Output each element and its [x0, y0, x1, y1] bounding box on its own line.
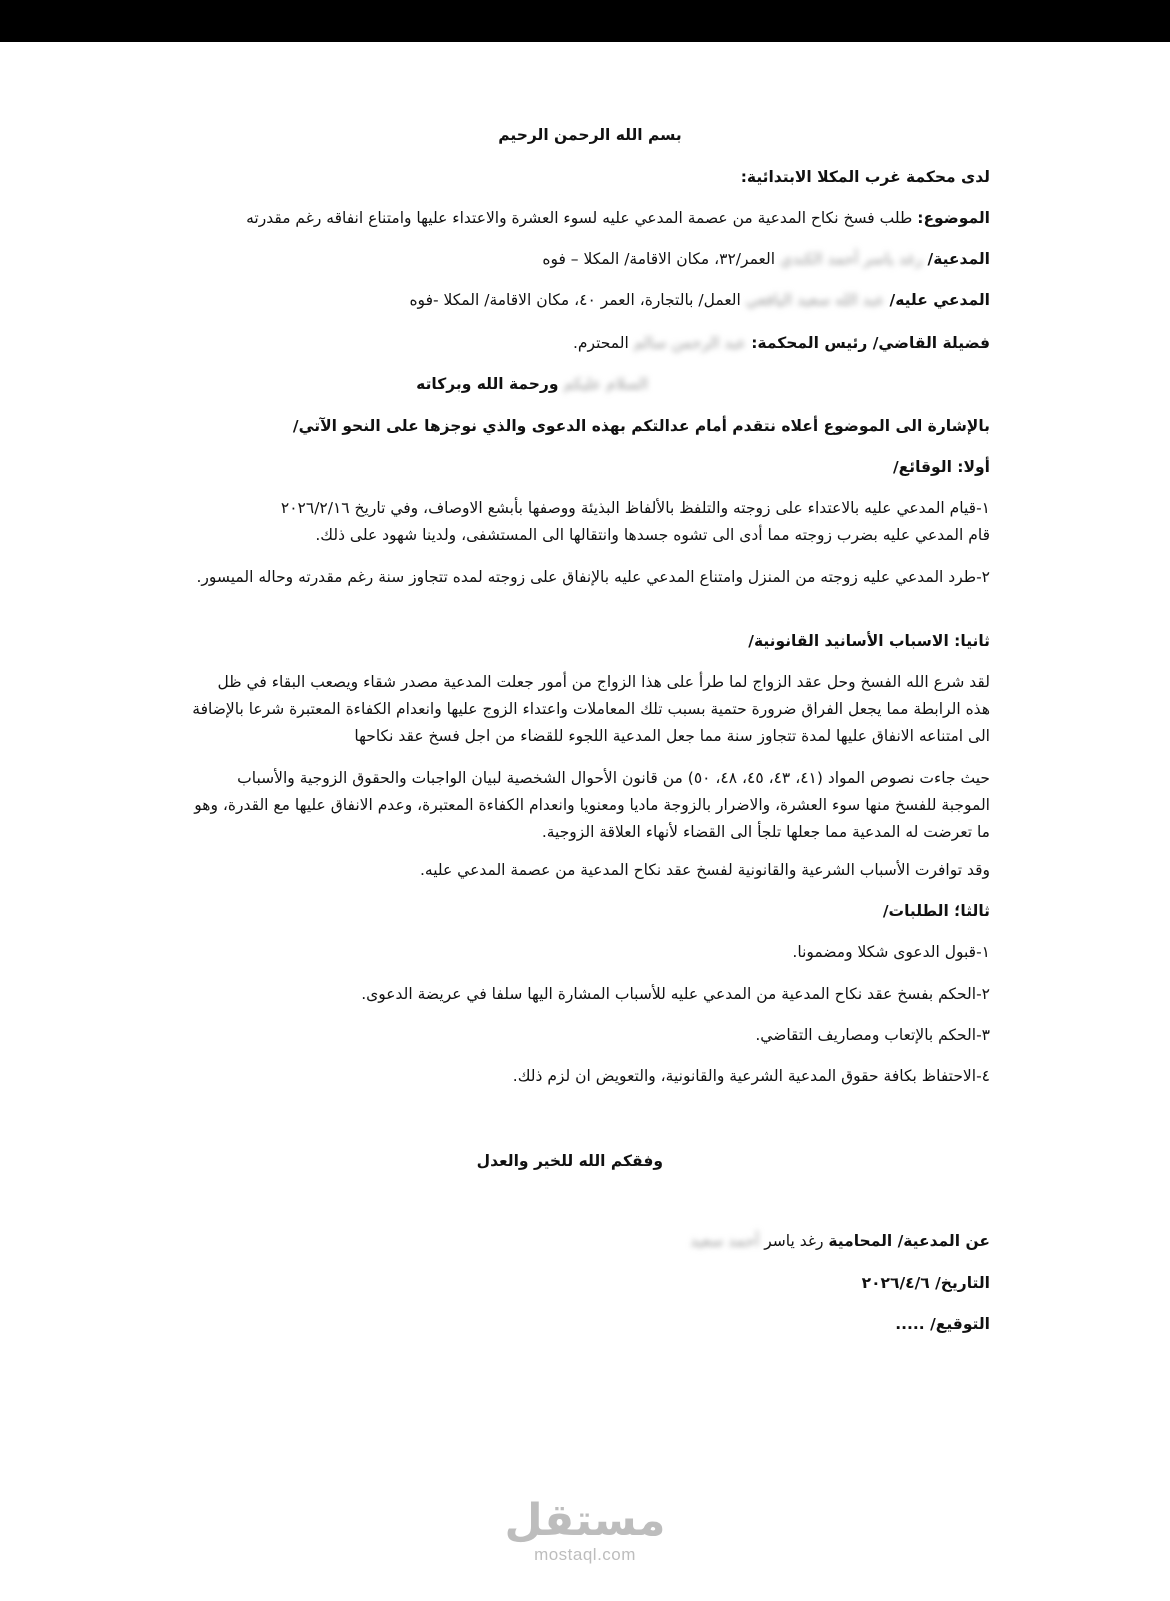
- plaintiff-details: العمر/٣٢، مكان الاقامة/ المكلا – فوه: [542, 250, 776, 268]
- greeting-line: [416, 371, 648, 397]
- legal-document: [190, 0, 990, 1601]
- legal-paragraph-3: وقد توافرت الأسباب الشرعية والقانونية لفسخ عقد نكاح المدعية من عصمة المدعي عليه.: [419, 861, 990, 879]
- greeting-redacted: السلام عليكم: [563, 375, 648, 393]
- signature-value: .....: [895, 1315, 925, 1333]
- request-2: ٢-الحكم بفسخ عقد نكاح المدعية من المدعي عليه للأسباب المشارة اليها سلفا في عريضة الدعوى.: [361, 985, 990, 1003]
- closing-line: وفقكم الله للخير والعدل: [476, 1152, 663, 1170]
- intro-paragraph: بالإشارة الى الموضوع أعلاه نتقدم أمام عدالتكم بهذه الدعوى والذي نوجزها على النحو الآتي/: [292, 417, 990, 435]
- requests-heading: ثالثا؛ الطلبات/: [882, 902, 990, 920]
- lawyer-name: رغد ياسر: [764, 1232, 824, 1250]
- request-1: ١-قبول الدعوى شكلا ومضمونا.: [792, 943, 990, 961]
- greeting-text: ورحمة الله وبركاته: [416, 375, 559, 393]
- date-value: ٢٠٢٦/٤/٦: [861, 1274, 930, 1292]
- request-3: ٣-الحكم بالإتعاب ومصاريف التقاضي.: [755, 1026, 990, 1044]
- watermark-url: mostaql.com: [534, 1545, 636, 1564]
- defendant-line: [190, 287, 990, 313]
- judge-line: [190, 330, 990, 356]
- plaintiff-label: المدعية/: [927, 250, 990, 268]
- lawyer-line: [190, 1228, 990, 1254]
- subject-label: الموضوع:: [917, 209, 990, 227]
- signature-line: [190, 1311, 990, 1337]
- watermark-arabic: مستقل: [504, 1495, 666, 1546]
- judge-label: فضيلة القاضي/ رئيس المحكمة:: [751, 334, 990, 352]
- defendant-label: المدعي عليه/: [889, 291, 990, 309]
- plaintiff-line: [190, 246, 990, 272]
- court-heading: لدى محكمة غرب المكلا الابتدائية:: [740, 168, 990, 186]
- legal-paragraph-1: لقد شرع الله الفسخ وحل عقد الزواج لما طرأ على هذا الزواج من أمور جعلت المدعية مصدر شقاء ويصعب البقاء في ظل هذه الرابطة مما يجعل الفراق ضرورة حتمية بسبب تلك المعاملات واعتداء الزوج عليها وانعدام الكفاءة المعتبرة شرعا بالإضافة الى امتناعه الانفاق عليها لمدة تتجاوز سنة مما جعل المدعية اللجوء للقضاء من اجل فسخ عقد نكاحها: [192, 673, 990, 745]
- date-label: التاريخ/: [935, 1274, 990, 1292]
- lawyer-name-redacted: أحمد سعيد: [690, 1232, 760, 1250]
- legal-paragraph-2: حيث جاءت نصوص المواد (٤١، ٤٣، ٤٥، ٤٨، ٥٠) من قانون الأحوال الشخصية لبيان الواجبات والحقوق الزوجية والأسباب الموجبة للفسخ منها سوء العشرة، والاضرار بالزوجة ماديا ومعنويا وانعدام الكفاءة المعتبرة، وعدم الانفاق عليها مع القدرة، وهو ما تعرضت له المدعية مما جعلها تلجأ الى القضاء لأنهاء العلاقة الزوجية.: [194, 769, 990, 841]
- subject-text: طلب فسخ نكاح المدعية من عصمة المدعي عليه لسوء العشرة والاعتداء عليها وامتناع انفاقه رغم مقدرته: [246, 209, 913, 227]
- subject-line: [190, 205, 990, 231]
- mostaql-watermark-logo: [485, 1497, 685, 1565]
- signature-label: التوقيع/: [930, 1315, 990, 1333]
- fact-2: ٢-طرد المدعي عليه زوجته من المنزل وامتناع المدعي عليه بالإنفاق على زوجته لمده تتجاوز سنة رغم مقدرته وحاله الميسور.: [196, 568, 990, 586]
- date-line: [190, 1270, 990, 1296]
- basmala: بسم الله الرحمن الرحيم: [498, 126, 682, 144]
- defendant-details: العمل/ بالتجارة، العمر ٤٠، مكان الاقامة/ المكلا -فوه: [409, 291, 741, 309]
- facts-heading: أولا: الوقائع/: [893, 458, 990, 476]
- judge-name-redacted: عبد الرحمن سالم: [633, 334, 747, 352]
- fact-1-line-2: قام المدعي عليه بضرب زوجته مما أدى الى تشوه جسدها وانتقالها الى المستشفى، ولدينا شهود على ذلك.: [315, 526, 990, 544]
- request-4: ٤-الاحتفاظ بكافة حقوق المدعية الشرعية والقانونية، والتعويض ان لزم ذلك.: [512, 1067, 990, 1085]
- plaintiff-name-redacted: رغد ياسر أحمد الكندي: [779, 250, 923, 268]
- legal-grounds-heading: ثانيا: الاسباب الأسانيد القانونية/: [748, 632, 990, 650]
- defendant-name-redacted: عبد الله سعيد اليافعي: [745, 291, 885, 309]
- judge-suffix: المحترم.: [573, 334, 629, 352]
- fact-1-line-1: ١-قيام المدعي عليه بالاعتداء على زوجته والتلفظ بالألفاظ البذيئة ووصفها بأبشع الاوصاف، وفي تاريخ ٢٠٢٦/٢/١٦: [280, 499, 990, 517]
- lawyer-label: عن المدعية/ المحامية: [828, 1232, 990, 1250]
